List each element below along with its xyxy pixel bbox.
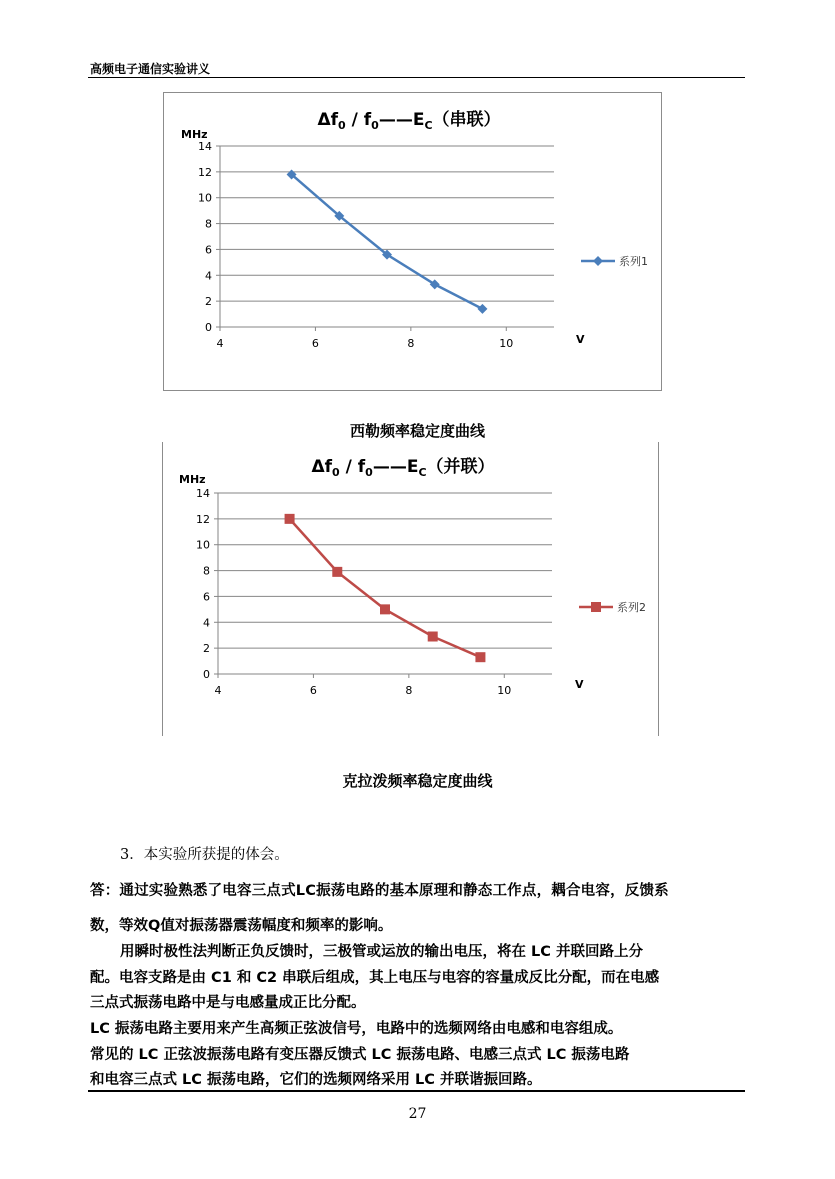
y-tick-label: 10 xyxy=(196,538,210,552)
chart-series-frame xyxy=(163,92,662,391)
section-heading: 3．本实验所获提的体会。 xyxy=(120,847,289,863)
y-tick-label: 0 xyxy=(205,321,212,334)
chart1-caption: 西勒频率稳定度曲线 xyxy=(349,422,485,440)
x-tick-label: 6 xyxy=(309,684,317,697)
y-tick-label: 6 xyxy=(203,590,210,604)
y-axis-label: MHz xyxy=(179,473,206,486)
paragraph-2-line-2: 配。电容支路是由 C1 和 C2 串联后组成，其上电压与电容的容量成反比分配，而在电感 xyxy=(90,970,660,986)
paragraph-3-line-2: 常见的 LC 正弦波振荡电路有变压器反馈式 LC 振荡电路、电感三点式 LC 振荡电路 xyxy=(90,1047,630,1063)
x-tick-label: 10 xyxy=(497,684,512,697)
data-point-marker xyxy=(477,304,487,314)
data-point-marker xyxy=(380,604,390,614)
y-tick-label: 4 xyxy=(203,616,210,630)
legend-label: 系列1 xyxy=(619,255,648,268)
legend-marker xyxy=(591,602,601,612)
series-line xyxy=(290,519,481,657)
page-header-title: 高频电子通信实验讲义 xyxy=(90,62,211,76)
data-point-marker xyxy=(475,652,485,662)
series-resonance-chart xyxy=(164,93,661,390)
y-tick-label: 2 xyxy=(203,642,210,656)
paragraph-3-line-1: LC 振荡电路主要用来产生高频正弦波信号，电路中的选频网络由电感和电容组成。 xyxy=(90,1021,623,1037)
footer-rule xyxy=(88,1090,745,1092)
y-tick-label: 14 xyxy=(196,487,210,500)
y-tick-label: 12 xyxy=(196,512,210,526)
y-tick-label: 2 xyxy=(205,295,212,309)
header-rule xyxy=(88,77,745,78)
chart2-caption: 克拉泼频率稳定度曲线 xyxy=(342,772,493,790)
y-tick-label: 14 xyxy=(198,140,212,153)
answer-line-1: 答：通过实验熟悉了电容三点式LC振荡电路的基本原理和静态工作点，耦合电容，反馈系 xyxy=(90,883,669,899)
answer-line-2: 数，等效Q值对振荡器震荡幅度和频率的影响。 xyxy=(90,918,393,934)
page-number: 27 xyxy=(408,1106,427,1122)
y-tick-label: 8 xyxy=(205,217,212,231)
y-tick-label: 0 xyxy=(203,668,210,681)
parallel-resonance-chart xyxy=(163,442,658,736)
y-axis-label: MHz xyxy=(181,128,208,141)
data-point-marker xyxy=(428,632,438,642)
x-tick-label: 8 xyxy=(405,684,413,697)
chart-title: $\Delta f_0$ / $f_0——E_C$（并联） xyxy=(311,457,495,479)
x-axis-label: V xyxy=(576,333,585,346)
legend-marker xyxy=(593,256,603,266)
x-tick-label: 4 xyxy=(214,684,222,697)
paragraph-2-line-3: 三点式振荡电路中是与电感量成正比分配。 xyxy=(90,995,366,1011)
y-tick-label: 12 xyxy=(198,165,212,179)
y-tick-label: 8 xyxy=(203,564,210,578)
data-point-marker xyxy=(332,567,342,577)
chart-parallel-frame xyxy=(162,442,659,736)
y-tick-label: 10 xyxy=(198,191,212,205)
x-tick-label: 10 xyxy=(499,337,514,350)
x-tick-label: 6 xyxy=(311,337,319,350)
y-tick-label: 4 xyxy=(205,269,212,283)
y-tick-label: 6 xyxy=(205,243,212,257)
data-point-marker xyxy=(285,514,295,524)
x-axis-label: V xyxy=(575,678,584,691)
chart-title: $\Delta f_0$ / $f_0——E_C$（串联） xyxy=(317,110,501,132)
x-tick-label: 8 xyxy=(407,337,415,350)
legend-label: 系列2 xyxy=(617,601,646,614)
paragraph-2-line-1: 用瞬时极性法判断正负反馈时，三极管或运放的输出电压，将在 LC 并联回路上分 xyxy=(120,944,643,960)
series-line xyxy=(292,174,483,308)
x-tick-label: 4 xyxy=(216,337,224,350)
paragraph-3-line-3: 和电容三点式 LC 振荡电路，它们的选频网络采用 LC 并联谐振回路。 xyxy=(90,1072,542,1088)
